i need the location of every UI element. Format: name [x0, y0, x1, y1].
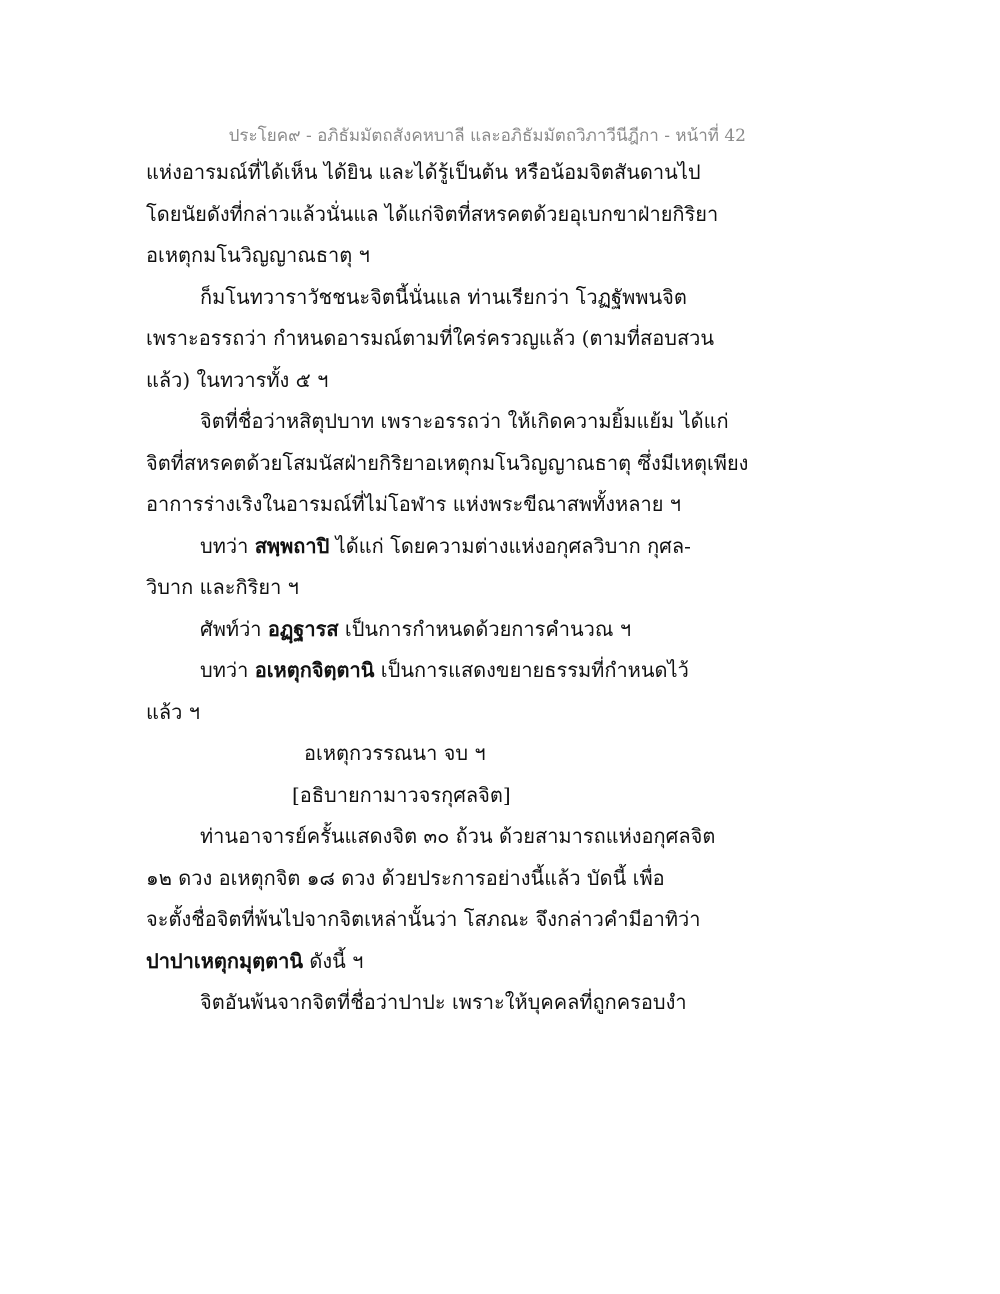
paragraph-start: จิตที่ชื่อว่าหสิตุปบาท เพราะอรรถว่า ให้เกิดความยิ้มแย้ม ได้แก่	[200, 409, 729, 433]
text-line: จิตที่สหรคตด้วยโสมนัสฝ่ายกิริยาอเหตุกมโนวิญญาณธาตุ ซึ่งมีเหตุเพียง	[146, 450, 749, 475]
page-body	[146, 152, 866, 1024]
paragraph-start: ท่านอาจารย์ครั้นแสดงจิต ๓๐ ถ้วน ด้วยสามารถแห่งอกุศลจิต	[200, 824, 716, 848]
section-end-title: อเหตุกวรรณนา จบ ฯ	[304, 741, 486, 765]
text-run: บทว่า	[200, 533, 255, 558]
text-line: วิบาก และกิริยา ฯ	[146, 575, 299, 599]
text-run: บทว่า	[200, 658, 255, 682]
text-line	[146, 941, 866, 983]
text-run: ดังนี้ ฯ	[303, 948, 364, 973]
paragraph-start: ก็มโนทวาราวัชชนะจิตนี้นั่นแล ท่านเรียกว่า โวฏฐัพพนจิต	[200, 284, 687, 309]
section-heading: [อธิบายกามาวจรกุศลจิต]	[292, 782, 511, 807]
text-line: แห่งอารมณ์ที่ได้เห็น ได้ยิน และได้รู้เป็นต้น หรือน้อมจิตสันดานไป	[146, 160, 701, 184]
text-line: อเหตุกมโนวิญญาณธาตุ ฯ	[146, 243, 370, 267]
pali-term: อเหตุกจิตฺตานิ	[254, 658, 375, 682]
paragraph-start	[146, 526, 866, 568]
text-line: แล้ว ฯ	[146, 699, 200, 724]
text-line: แล้ว) ในทวารทั้ง ๕ ฯ	[146, 367, 329, 392]
text-line: เพราะอรรถว่า กำหนดอารมณ์ตามที่ใคร่ครวญแล้ว (ตามที่สอบสวน	[146, 326, 715, 350]
text-run: เป็นการกำหนดด้วยการคำนวณ ฯ	[338, 616, 632, 641]
paragraph-start	[146, 609, 866, 651]
text-line: อาการร่างเริงในอารมณ์ที่ไม่โอฬาร แห่งพระขีณาสพทั้งหลาย ฯ	[146, 492, 682, 516]
pali-term: ปาปาเหตุกมุตฺตานิ	[146, 948, 304, 973]
text-line: โดยนัยดังที่กล่าวแล้วนั่นแล ได้แก่จิตที่สหรคตด้วยอุเบกขาฝ่ายกิริยา	[146, 201, 719, 226]
paragraph-start: จิตอันพ้นจากจิตที่ชื่อว่าปาปะ เพราะให้บุคคลที่ถูกครอบงำ	[200, 990, 687, 1014]
text-line: ๑๒ ดวง อเหตุกจิต ๑๘ ดวง ด้วยประการอย่างนี้แล้ว บัดนี้ เพื่อ	[146, 865, 665, 890]
text-run: ได้แก่ โดยความต่างแห่งอกุศลวิบาก กุศล-	[329, 533, 691, 558]
text-line: จะตั้งชื่อจิตที่พ้นไปจากจิตเหล่านั้นว่า โสภณะ จึงกล่าวคำมีอาทิว่า	[146, 907, 701, 931]
text-run: เป็นการแสดงขยายธรรมที่กำหนดไว้	[374, 658, 689, 682]
paragraph-start	[146, 650, 866, 692]
pali-term: อฏฺฐารส	[267, 616, 339, 641]
text-run: ศัพท์ว่า	[200, 616, 268, 641]
pali-term: สพฺพถาปิ	[254, 533, 330, 558]
running-header: ประโยค๙ - อภิธัมมัตถสังคหบาลี และอภิธัมมัตถวิภาวีนีฎีกา - หน้าที่ 42	[228, 126, 746, 146]
